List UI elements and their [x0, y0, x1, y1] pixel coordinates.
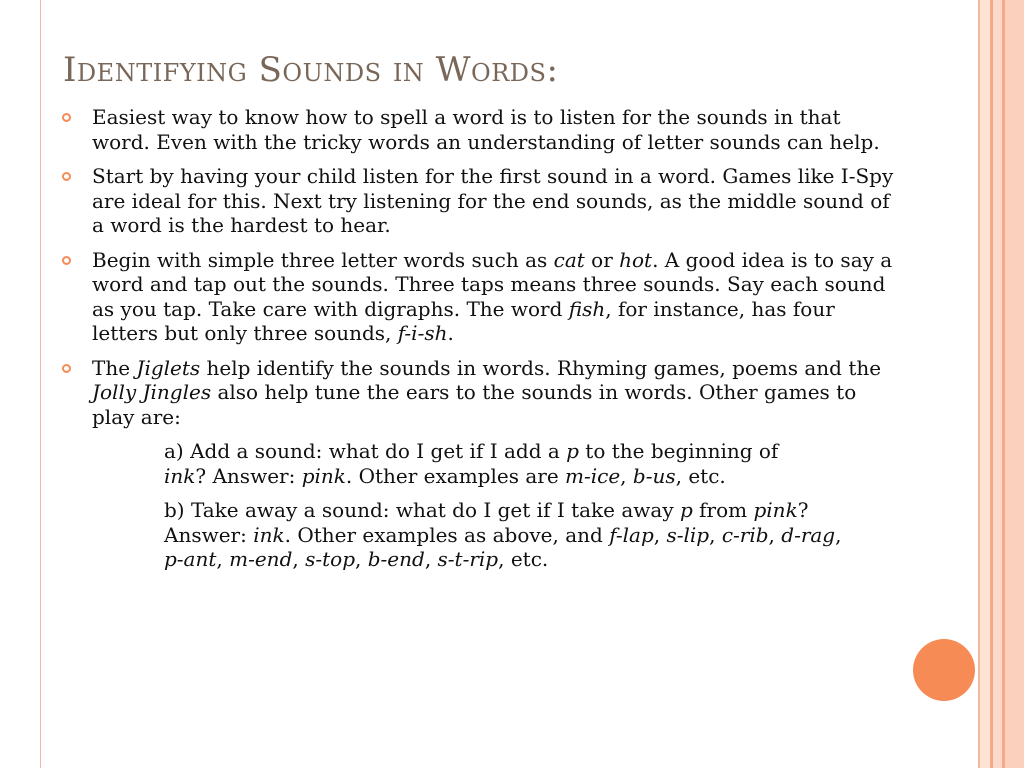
slide-content [62, 105, 902, 582]
bullet-text: Begin with simple three letter words such as cat or hot. A good idea is to say a word and tap out the sounds. Three taps means three sounds. Say each sound as you tap. Take care with digraphs. The word fish, for instance, has four letters but only three sounds, f-i-sh. [92, 247, 893, 345]
hollow-circle-bullet-icon [62, 172, 71, 181]
hollow-circle-bullet-icon [62, 364, 71, 373]
left-border-line [40, 0, 41, 768]
bullet-text: Start by having your child listen for the first sound in a word. Games like I-Spy are ideal for this. Next try listening for the end sounds, as the middle sound of a word is the hardest to hear. [92, 164, 894, 237]
stripe [980, 0, 990, 768]
slide-title: Identifying Sounds in Words: [63, 50, 559, 90]
bullet-item [62, 356, 902, 430]
bullet-item [62, 248, 902, 346]
sub-item-take-away-sound: b) Take away a sound: what do I get if I take away p from pink? Answer: ink. Other examples as above, and f-lap, s-lip, c-rib, d-rag, p-ant, m-end, s-top, b-end, s-t-rip, etc. [164, 498, 842, 571]
sub-item-add-sound: a) Add a sound: what do I get if I add a p to the beginning of ink? Answer: pink. Other examples are m-ice, b-us, etc. [164, 439, 779, 488]
bullet-text: Easiest way to know how to spell a word is to listen for the sounds in that word. Even with the tricky words an understanding of letter sounds can help. [92, 105, 880, 154]
stripe [993, 0, 1002, 768]
hollow-circle-bullet-icon [62, 256, 71, 265]
bullet-item [62, 105, 902, 154]
decorative-stripes [978, 0, 1024, 768]
stripe [1005, 0, 1024, 768]
hollow-circle-bullet-icon [62, 113, 71, 122]
bullet-item [62, 164, 902, 238]
bullet-text: The Jiglets help identify the sounds in words. Rhyming games, poems and the Jolly Jingles also help tune the ears to the sounds in words. Other games to play are: [92, 355, 882, 429]
accent-circle [913, 639, 975, 701]
